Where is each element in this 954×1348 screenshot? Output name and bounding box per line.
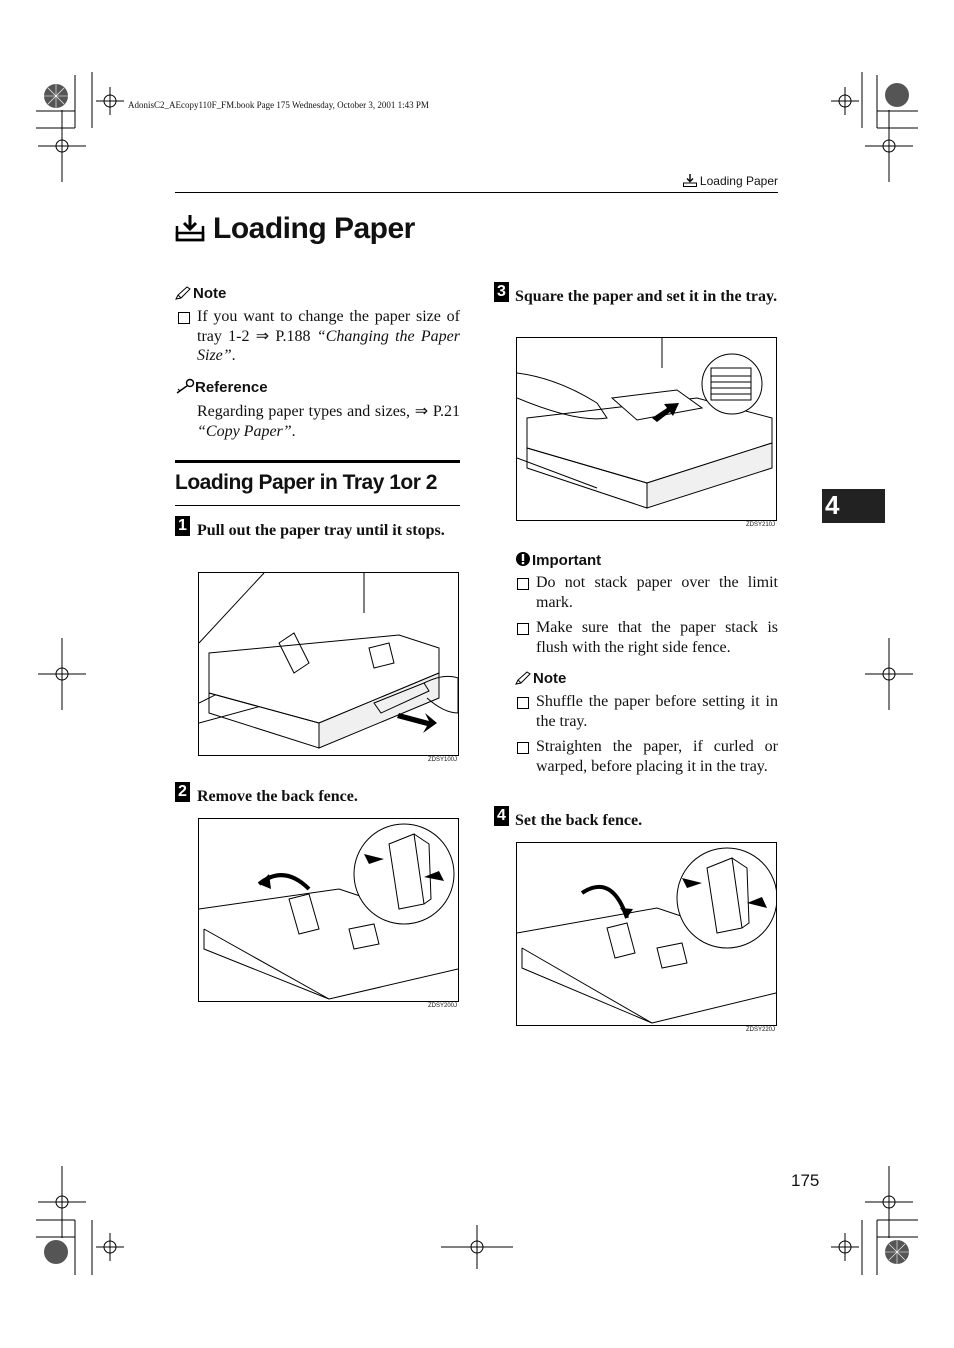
figure-code: ZDSY200J (428, 1003, 458, 1009)
figure-remove-fence (198, 818, 459, 1002)
figure-code: ZDSY210J (746, 522, 776, 528)
section-heading: Loading Paper in Tray 1or 2 (175, 460, 460, 506)
key-icon (175, 378, 195, 394)
book-info-line: AdonisC2_AEcopy110F_FM.book Page 175 Wednesday, October 3, 2001 1:43 PM (128, 100, 429, 110)
important-item: Make sure that the paper stack is flush with the right side fence. (536, 618, 778, 657)
note-heading: Note (515, 670, 566, 687)
step-1-text: Pull out the paper tray until it stops. (197, 522, 445, 539)
important-heading: Important (515, 551, 601, 569)
pencil-icon (175, 286, 193, 300)
figure-code: ZDSY100J (428, 757, 458, 763)
loading-paper-icon (175, 214, 205, 242)
reference-heading: Reference (175, 378, 268, 396)
figure-pull-tray (198, 572, 459, 756)
running-header-text: Loading Paper (699, 174, 778, 188)
reference-text: Regarding paper types and sizes, ⇒ P.21 “Copy Paper”. (197, 403, 460, 440)
loading-paper-icon (683, 174, 697, 187)
pencil-icon (515, 671, 533, 685)
page-number: 175 (791, 1171, 820, 1190)
running-header (683, 174, 778, 188)
chapter-tab: 4 (822, 489, 885, 523)
note-item: If you want to change the paper size of tray 1-2 ⇒ P.188 “Changing the Paper Size”. (197, 307, 460, 366)
checkbox-bullet-icon (517, 742, 529, 754)
important-icon (515, 551, 531, 567)
step-2-number: 2 (175, 782, 190, 802)
checkbox-bullet-icon (517, 623, 529, 635)
checkbox-bullet-icon (178, 312, 190, 324)
page-title-text: Loading Paper (213, 212, 415, 245)
step-2-text: Remove the back fence. (197, 788, 358, 805)
step-4-number: 4 (494, 806, 509, 826)
header-rule (175, 192, 778, 193)
step-3-number: 3 (494, 282, 509, 302)
figure-set-fence (516, 842, 777, 1026)
note-heading: Note (175, 285, 226, 302)
step-3-text: Square the paper and set it in the tray. (515, 288, 778, 305)
note-item: Shuffle the paper before setting it in the tray. (536, 692, 778, 731)
page-title (175, 212, 415, 246)
important-item: Do not stack paper over the limit mark. (536, 573, 778, 612)
step-4-text: Set the back fence. (515, 812, 643, 829)
figure-set-paper (516, 337, 777, 521)
figure-code: ZDSY220J (746, 1027, 776, 1033)
checkbox-bullet-icon (517, 578, 529, 590)
note-item: Straighten the paper, if curled or warped, before placing it in the tray. (536, 737, 778, 776)
checkbox-bullet-icon (517, 697, 529, 709)
step-1-number: 1 (175, 516, 190, 536)
